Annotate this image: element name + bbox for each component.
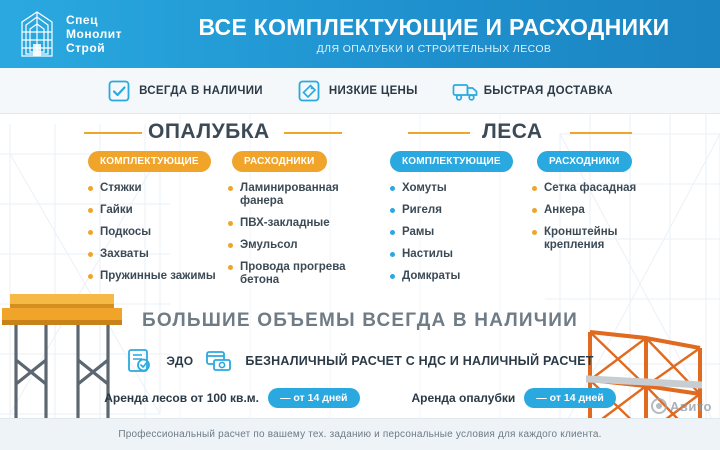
page-title: ВСЕ КОМПЛЕКТУЮЩИЕ И РАСХОДНИКИ <box>198 13 670 40</box>
building-logo-icon <box>14 8 60 60</box>
column-title-lesa: ЛЕСА <box>482 120 543 143</box>
list-item: Настилы <box>390 248 520 261</box>
list-item: Домкраты <box>390 270 520 283</box>
title-rule-left-2 <box>408 132 470 134</box>
price-tag-icon <box>297 79 321 103</box>
list-item: Захваты <box>88 248 220 261</box>
column-title-opalubka: ОПАЛУБКА <box>148 120 270 143</box>
footer-bar <box>0 418 720 450</box>
list-opalubka-consumables <box>228 182 368 296</box>
chip-lesa-consumables[interactable]: РАСХОДНИКИ <box>537 151 632 172</box>
list-item: Ламинированная фанера <box>228 182 368 208</box>
footer-text: Профессиональный расчет по вашему тех. заданию и персональные условия для каждого клиента. <box>118 429 602 440</box>
list-item: Ригеля <box>390 204 520 217</box>
list-item: Кронштейны крепления <box>532 226 672 252</box>
watermark-text: Авито <box>669 398 712 414</box>
list-item: Эмульсол <box>228 239 368 252</box>
rent-label: Аренда опалубки <box>411 391 516 405</box>
title-rule-right-2 <box>570 132 632 134</box>
delivery-truck-icon <box>452 79 476 103</box>
chip-lesa-components[interactable]: КОМПЛЕКТУЮЩИЕ <box>390 151 513 172</box>
list-item: Анкера <box>532 204 672 217</box>
page-subtitle: ДЛЯ ОПАЛУБКИ И СТРОИТЕЛЬНЫХ ЛЕСОВ <box>316 42 552 55</box>
title-rule-right <box>284 132 342 134</box>
list-item: Сетка фасадная <box>532 182 672 195</box>
list-opalubka-components <box>88 182 220 292</box>
list-lesa-consumables <box>532 182 672 261</box>
benefits-bar <box>0 68 720 114</box>
rent-label: Аренда лесов от 100 кв.м. <box>104 391 259 405</box>
avito-logo-icon <box>651 398 667 414</box>
brand-name-line2: Монолит <box>66 27 122 41</box>
header-banner <box>0 0 720 68</box>
benefit-label: БЫСТРАЯ ДОСТАВКА <box>483 84 613 97</box>
brand-name-line3: Строй <box>66 41 106 55</box>
checkbox-icon <box>107 79 131 103</box>
rent-item-scaffolding <box>104 388 359 408</box>
rent-item-formwork <box>412 388 616 408</box>
list-item: Рамы <box>390 226 520 239</box>
list-item: Хомуты <box>390 182 520 195</box>
document-stamp-icon <box>126 348 154 374</box>
avito-watermark <box>651 398 712 414</box>
volume-banner: БОЛЬШИЕ ОБЪЕМЫ ВСЕГДА В НАЛИЧИИ <box>141 310 578 331</box>
list-item: Гайки <box>88 204 220 217</box>
list-lesa-components <box>390 182 520 292</box>
list-item: ПВХ-закладные <box>228 217 368 230</box>
chip-opalubka-components[interactable]: КОМПЛЕКТУЮЩИЕ <box>88 151 211 172</box>
benefit-label: НИЗКИЕ ЦЕНЫ <box>328 84 418 97</box>
rent-term-badge[interactable]: — от 14 дней <box>524 388 616 408</box>
list-item: Пружинные зажимы <box>88 270 220 283</box>
brand-logo <box>0 0 160 68</box>
title-rule-left <box>84 132 142 134</box>
rent-term-badge[interactable]: — от 14 дней <box>268 388 360 408</box>
header-text-block <box>160 14 720 55</box>
benefit-item-stock <box>107 79 263 103</box>
payment-row <box>0 348 720 374</box>
list-item: Провода прогрева бетона <box>228 261 368 287</box>
chip-opalubka-consumables[interactable]: РАСХОДНИКИ <box>232 151 327 172</box>
benefit-label: ВСЕГДА В НАЛИЧИИ <box>139 84 263 97</box>
brand-name <box>66 13 122 55</box>
payment-text: БЕЗНАЛИЧНЫЙ РАСЧЕТ С НДС И НАЛИЧНЫЙ РАСЧЕТ <box>245 354 594 368</box>
benefit-item-price <box>297 79 418 103</box>
brand-name-line1: Спец <box>66 13 98 27</box>
catalog-columns <box>0 114 720 310</box>
money-card-icon <box>205 348 233 374</box>
list-item: Стяжки <box>88 182 220 195</box>
list-item: Подкосы <box>88 226 220 239</box>
edo-label: ЭДО <box>166 354 194 368</box>
benefit-item-delivery <box>452 79 613 103</box>
rent-row <box>0 388 720 408</box>
